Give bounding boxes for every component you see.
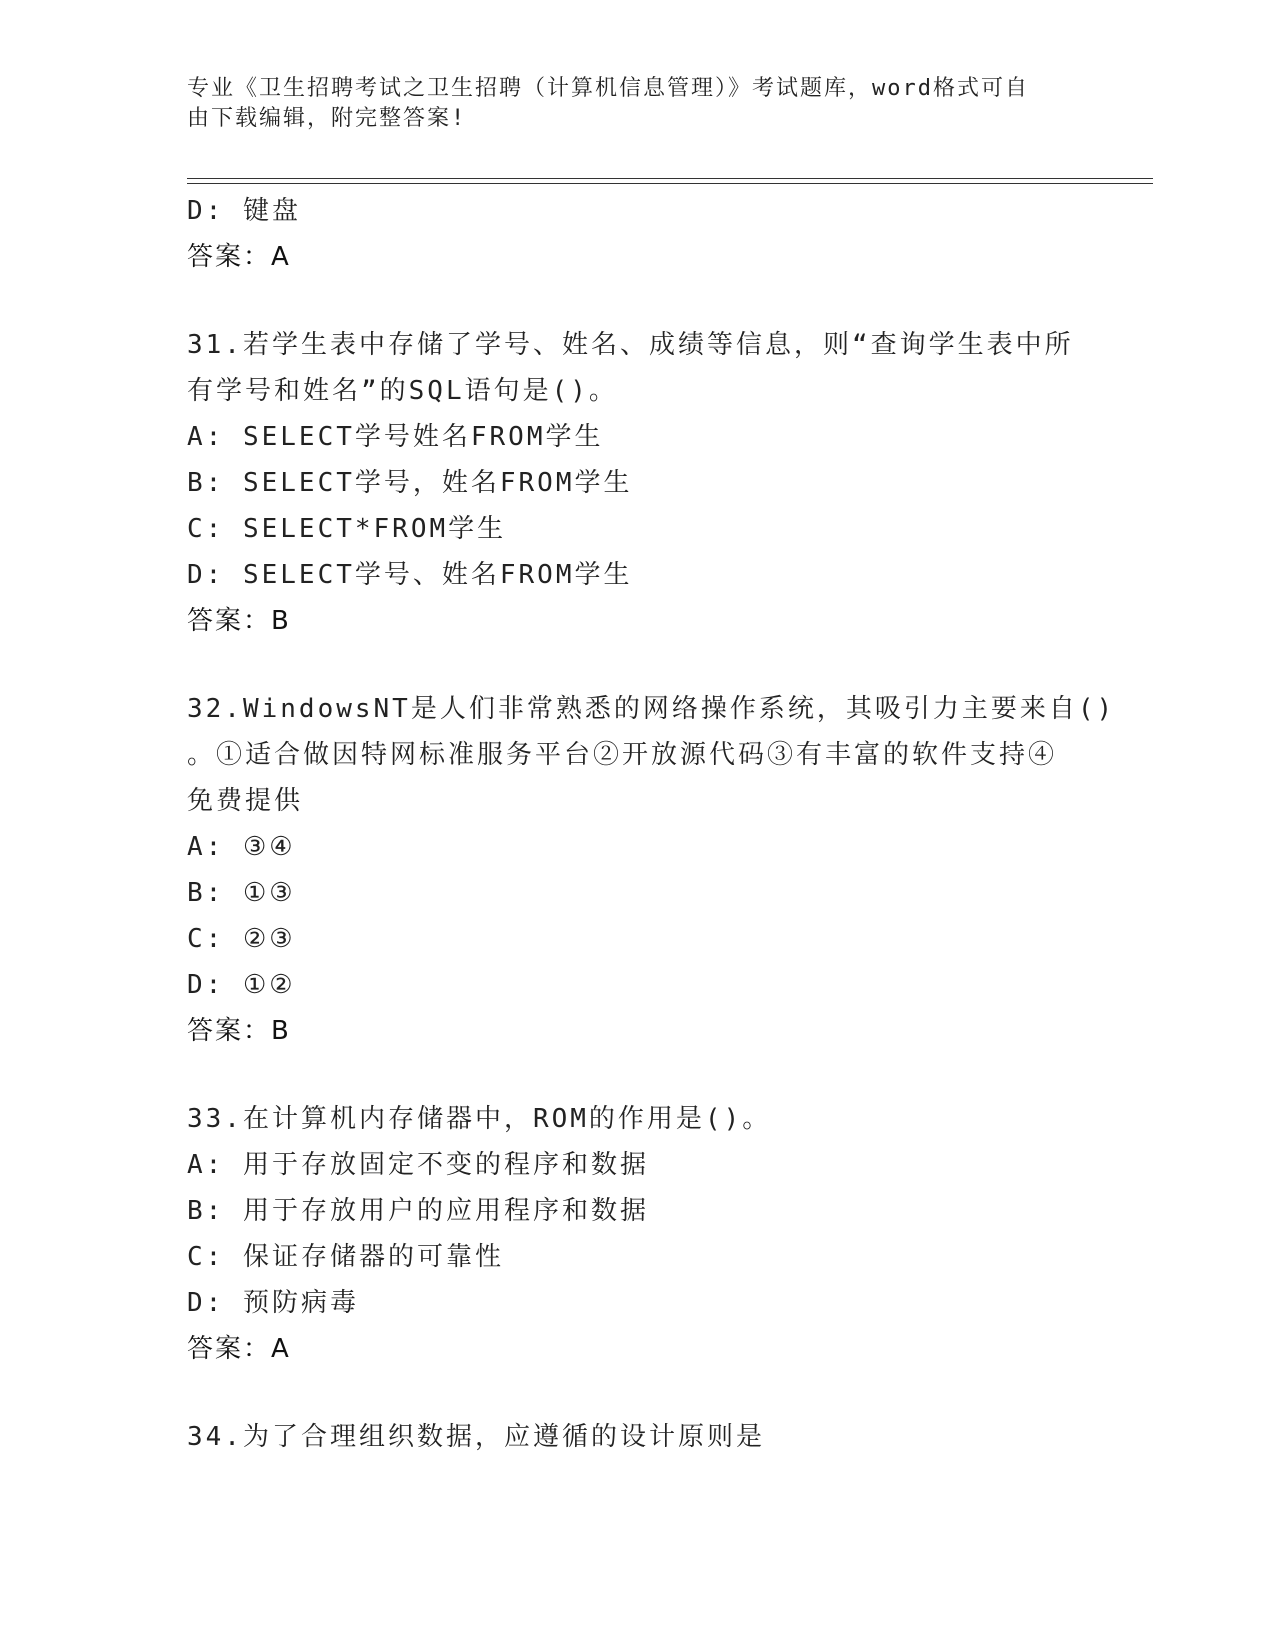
spacer [187, 280, 1087, 322]
question-title-line: 有学号和姓名”的SQL语句是()。 [187, 376, 618, 406]
question-33 [187, 1096, 1087, 1372]
option-a: A: SELECT学号姓名FROM学生 [187, 422, 604, 452]
option-b: B: ①③ [187, 878, 296, 908]
option-a: A: ③④ [187, 832, 296, 862]
question-title-line: 33.在计算机内存储器中，ROM的作用是()。 [187, 1104, 772, 1134]
document-header [187, 74, 1067, 134]
question-title-line: 。①适合做因特网标准服务平台②开放源代码③有丰富的软件支持④ [187, 740, 1058, 770]
header-line-2: 由下载编辑，附完整答案! [187, 106, 467, 131]
question-title-line: 31.若学生表中存储了学号、姓名、成绩等信息，则“查询学生表中所 [187, 330, 1074, 360]
spacer [187, 1372, 1087, 1414]
answer-line: 答案：B [187, 1016, 291, 1046]
prev-question-tail [187, 188, 1087, 280]
spacer [187, 1054, 1087, 1096]
option-d: D: 键盘 [187, 196, 301, 226]
header-divider-bottom [187, 183, 1153, 184]
question-title-line: 34.为了合理组织数据，应遵循的设计原则是 [187, 1422, 765, 1452]
option-d: D: SELECT学号、姓名FROM学生 [187, 560, 633, 590]
answer-line: 答案：A [187, 1334, 291, 1364]
question-34 [187, 1414, 1087, 1460]
option-d: D: 预防病毒 [187, 1288, 359, 1318]
option-d: D: ①② [187, 970, 296, 1000]
question-title-line: 32.WindowsNT是人们非常熟悉的网络操作系统，其吸引力主要来自() [187, 694, 1116, 724]
question-list [187, 188, 1116, 1460]
question-31 [187, 322, 1087, 644]
option-c: C: ②③ [187, 924, 296, 954]
answer-line: 答案：A [187, 242, 291, 272]
option-c: C: 保证存储器的可靠性 [187, 1242, 504, 1272]
answer-line: 答案：B [187, 606, 291, 636]
header-line-1: 专业《卫生招聘考试之卫生招聘（计算机信息管理）》考试题库，word格式可自 [187, 76, 1029, 101]
question-title-line: 免费提供 [187, 786, 304, 816]
option-c: C: SELECT*FROM学生 [187, 514, 507, 544]
header-divider-top [187, 178, 1153, 179]
option-b: B: 用于存放用户的应用程序和数据 [187, 1196, 649, 1226]
spacer [187, 644, 1087, 686]
option-b: B: SELECT学号，姓名FROM学生 [187, 468, 633, 498]
question-32 [187, 686, 1116, 1054]
option-a: A: 用于存放固定不变的程序和数据 [187, 1150, 649, 1180]
